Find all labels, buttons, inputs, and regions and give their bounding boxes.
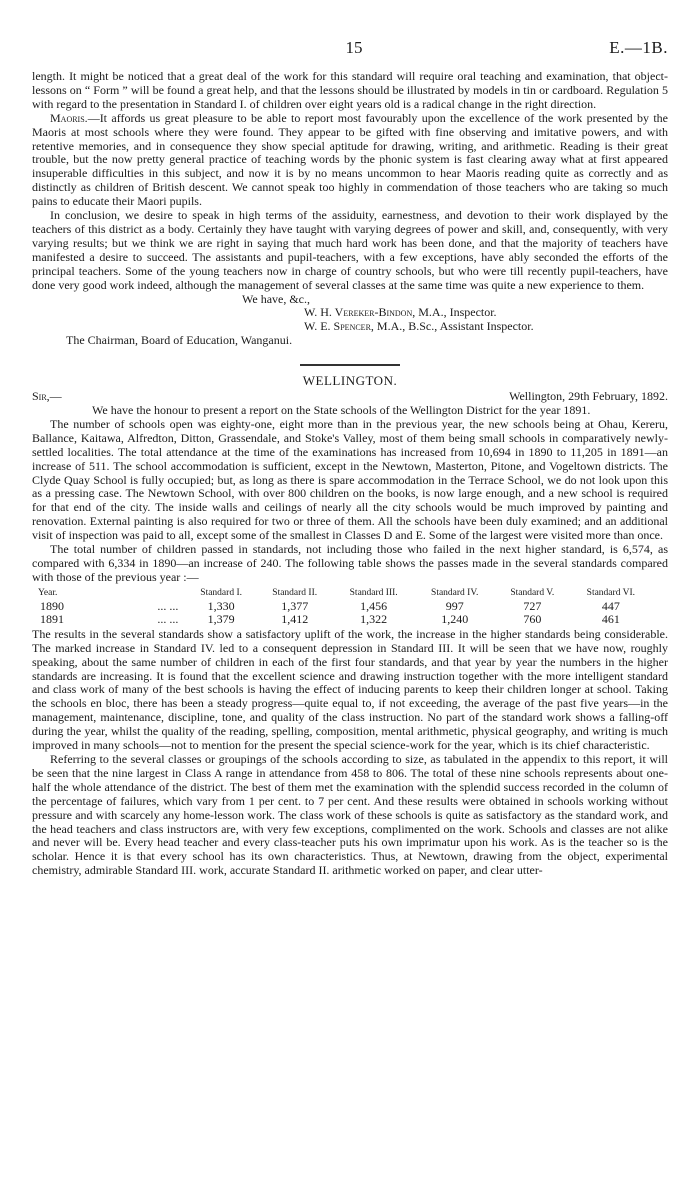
section-divider [300, 364, 400, 366]
document-reference: E.—1B. [609, 38, 668, 57]
page-number: 15 [345, 38, 363, 57]
place-date: Wellington, 29th February, 1892. [509, 389, 668, 404]
table-cell: 1,456 [360, 598, 388, 613]
table-cell: 997 [445, 598, 464, 613]
table-cell: 1,240 [441, 611, 469, 626]
col-header-standard-2: Standard II. [272, 587, 318, 598]
signature-assistant-title: , M.A., B.Sc., Assistant Inspector. [370, 319, 534, 334]
signature-assistant-name: W. E. Spencer [304, 319, 371, 334]
salutation-line [32, 390, 668, 404]
table-row [36, 600, 652, 613]
maoris-heading: Maoris. [50, 110, 88, 125]
table-cell: 1,412 [281, 611, 309, 626]
col-header-standard-4: Standard IV. [431, 587, 479, 598]
col-header-standard-5: Standard V. [510, 587, 555, 598]
col-header-standard-3: Standard III. [349, 587, 398, 598]
paragraph-results: The results in the several standards show a satisfactory uplift of the work, the increase in the higher standards being considerable. The marked increase in Standard IV. led to a consequent depression in Standard III. It will be seen that we have now, roughly speaking, about the same number of children in each of the first four standards, and that year by year the numbers in the higher standards are increasing. It is found that the excellent science and drawing instruction together with the more intelligent standard and class work of many of the best schools is having the effect of inducing parents to keep their children longer at school. Taking the schools en bloc, there has been a steady progress—quite equal to, if not exceeding, the average of the past five years—in the management, maintenance, discipline, tone, and quality of the class instruction. No part of the standard work shows a falling-off during the year, whilst the quality of the reading, spelling, composition, mental arithmetic, physical geography, and writing is much improved in many schools—not to mention for the present the special science-work for the year, which is its chief characteristic. [32, 626, 668, 753]
paragraph-children-passed: The total number of children passed in standards, not including those who failed in the next higher standard, is 6,574, as compared with 6,334 in 1890—an increase of 240. The following table shows the passes made in the several standards compared with those of the previous year :— [32, 542, 668, 584]
col-header-year: Year. [38, 587, 58, 598]
table-cell: 461 [601, 611, 620, 626]
table-cell: 1,377 [281, 598, 309, 613]
table-header-row [36, 587, 652, 600]
paragraph-conclusion: In conclusion, we desire to speak in high terms of the assiduity, earnestness, and devotion to their work displayed by the teachers of this district as a body. Certainly they have taught with varying degrees of power and skill, and, consequently, with very varying results; but we think we are right in saying that much hard work has been done, and that the majority of teachers have manifested a desire to succeed. The assistants and pupil-teachers, with a few exceptions, have ably seconded the efforts of the principal teachers. Some of the young teachers now in charge of country schools, but who were till recently pupil-teachers, have done very good work indeed, although the management of several classes at the same time was quite a new experience to them. [32, 208, 668, 292]
signature-inspector-name: W. H. Vereker-Bindon [304, 305, 413, 320]
table-cell: 1,379 [207, 611, 235, 626]
table-cell-dots: ... ... [157, 611, 179, 626]
paragraph-classes: Referring to the several classes or groupings of the schools according to size, as tabulated in the appendix to this report, it will be seen that the nine largest in Class A range in attendance from 458 to 806. The total of these nine schools represents about one-half the whole attendance of the district. The best of them met the examination with the splendid success recorded in the column of the percentage of failures, which vary from 1 per cent. to 7 per cent. And these results were obtained in schools working without pressure and with scarcely any home-lesson work. The class work of these schools is quite as satisfactory as the standard work, and the head teachers and class instructors are, with very few exceptions, complimented on the work. Schools and classes are not alike and never will be. Every head teacher and every class-teacher puts his own imprimatur upon his work. As is the teacher so is the scholar. Hence it is that every school has its own characteristics. Thus, at Newtown, drawing from the object, experimental chemistry, admirable Standard III. work, accurate Standard II. arithmetic worked on paper, and clear utter- [32, 751, 668, 878]
page-body [32, 70, 668, 878]
table-cell-year: 1890 [40, 598, 64, 613]
page-header [40, 38, 668, 58]
table-cell: 1,330 [207, 598, 235, 613]
col-header-standard-6: Standard VI. [586, 587, 636, 598]
table-row [36, 613, 652, 626]
paragraph-maoris [32, 112, 668, 209]
maoris-body: —It affords us great pleasure to be able to report most favourably upon the excellence of the work presented by the Maoris at most schools where they were found. They appear to be gifted with fine observing and imitative powers, and with retentive memories, and in consequence they show special aptitude for drawing, writing, and arithmetic. Reading is their great trouble, but the now pretty general practice of teaching words by the phonic system is fast clearing away what at first appeared insuperable difficulties in this subject, and now it is by no means uncommon to hear Maoris reading quite as correctly and as distinctly as children of British descent. We cannot speak too highly in commendation of those teachers who are taking so much pains to educate their Maori pupils. [32, 110, 668, 209]
col-header-dots [150, 587, 186, 600]
section-title-wellington: WELLINGTON. [302, 373, 398, 389]
salutation: Sir,— [32, 389, 62, 404]
addressee: The Chairman, Board of Education, Wanganui. [66, 333, 293, 348]
closing-we-have: We have, &c., [242, 291, 311, 306]
signature-assistant-inspector [304, 320, 668, 334]
passes-table [36, 587, 652, 626]
paragraph-standard-one: length. It might be noticed that a great deal of the work for this standard will require oral teaching and examination, that object-lessons on “ Form ” will be found a great help, and that the lessons should be illustrated by models in tin or cardboard. Regulation 5 with regard to the presentation in Standard I. of children over eight years old is a radical change in the right direction. [32, 69, 668, 111]
table-cell: 727 [523, 598, 542, 613]
paragraph-schools-open: The number of schools open was eighty-one, eight more than in the previous year, the new schools being at Ohau, Kereru, Ballance, Kaitawa, Alfredton, Ditton, Grassendale, and Stoke's Valley, most of them being small schools in comparatively newly-settled localities. The total attendance at the time of the examinations has increased from 10,694 in 1890 to 11,205 in 1891—an increase of 511. The school accommodation is sufficient, except in the Newtown, Masterton, Pitone, and Vogeltown districts. The Clyde Quay School is fully occupied; but, as long as there is spare accommodation in the Terrace School, we do not look upon this as a pressing case. The Newtown School, with over 800 children on the books, is now large enough, and a new school is required for that end of the city. The inside walls and ceilings of nearly all the city schools would be much improved by painting and renovation. External painting is also required for two or three of them. All the schools have been duly examined; and an additional visit of inspection was paid to all, except some of the smallest in Classes D and E. Some of the largest were visited more than once. [32, 416, 668, 543]
table-cell: 1,322 [360, 611, 388, 626]
table-cell: 760 [523, 611, 542, 626]
signature-inspector [304, 306, 668, 320]
table-cell-year: 1891 [40, 611, 64, 626]
signature-inspector-title: , M.A., Inspector. [412, 305, 497, 320]
paragraph-intro: We have the honour to present a report on the State schools of the Wellington District for the year 1891. [92, 403, 591, 418]
table-cell: 447 [601, 598, 620, 613]
col-header-standard-1: Standard I. [200, 587, 242, 598]
table-cell-dots: ... ... [157, 598, 179, 613]
